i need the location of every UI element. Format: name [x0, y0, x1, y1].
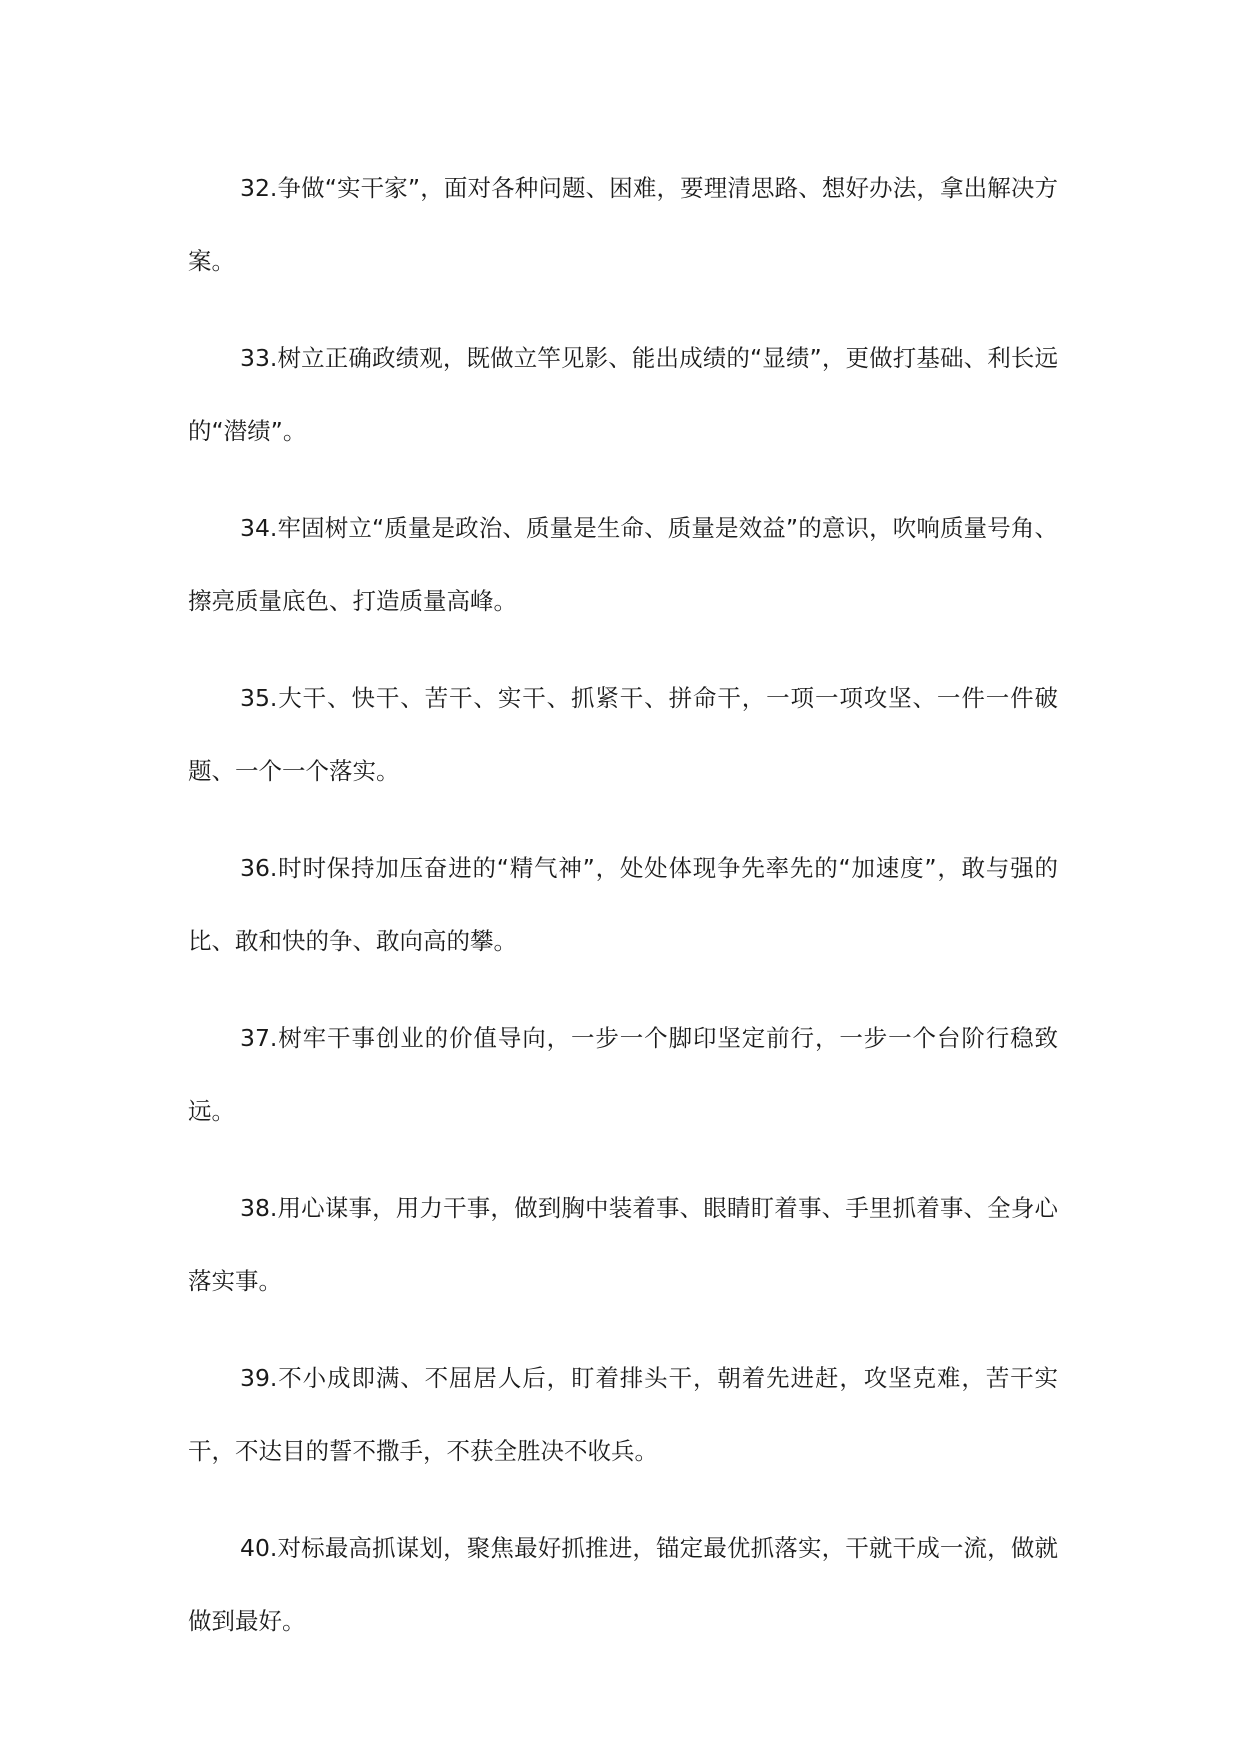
- paragraph-32: 32.争做“实干家”，面对各种问题、困难，要理清思路、想好办法，拿出解决方案。: [188, 174, 1058, 275]
- document-body: [188, 152, 1058, 1682]
- paragraph-38: 38.用心谋事，用力干事，做到胸中装着事、眼睛盯着事、手里抓着事、全身心落实事。: [188, 1194, 1058, 1295]
- paragraph-36: 36.时时保持加压奋进的“精气神”，处处体现争先率先的“加速度”，敢与强的比、敢和快的争、敢向高的攀。: [188, 854, 1058, 955]
- paragraph-34: 34.牢固树立“质量是政治、质量是生命、质量是效益”的意识，吹响质量号角、擦亮质量底色、打造质量高峰。: [188, 514, 1058, 615]
- paragraph-33: 33.树立正确政绩观，既做立竿见影、能出成绩的“显绩”，更做打基础、利长远的“潜绩”。: [188, 344, 1058, 445]
- paragraph-40: 40.对标最高抓谋划，聚焦最好抓推进，锚定最优抓落实，干就干成一流，做就做到最好。: [188, 1534, 1058, 1635]
- paragraph-35: 35.大干、快干、苦干、实干、抓紧干、拼命干，一项一项攻坚、一件一件破题、一个一个落实。: [188, 684, 1058, 785]
- paragraph-39: 39.不小成即满、不屈居人后，盯着排头干，朝着先进赶，攻坚克难，苦干实干，不达目的誓不撒手，不获全胜决不收兵。: [188, 1364, 1058, 1465]
- paragraph-37: 37.树牢干事创业的价值导向，一步一个脚印坚定前行，一步一个台阶行稳致远。: [188, 1024, 1058, 1125]
